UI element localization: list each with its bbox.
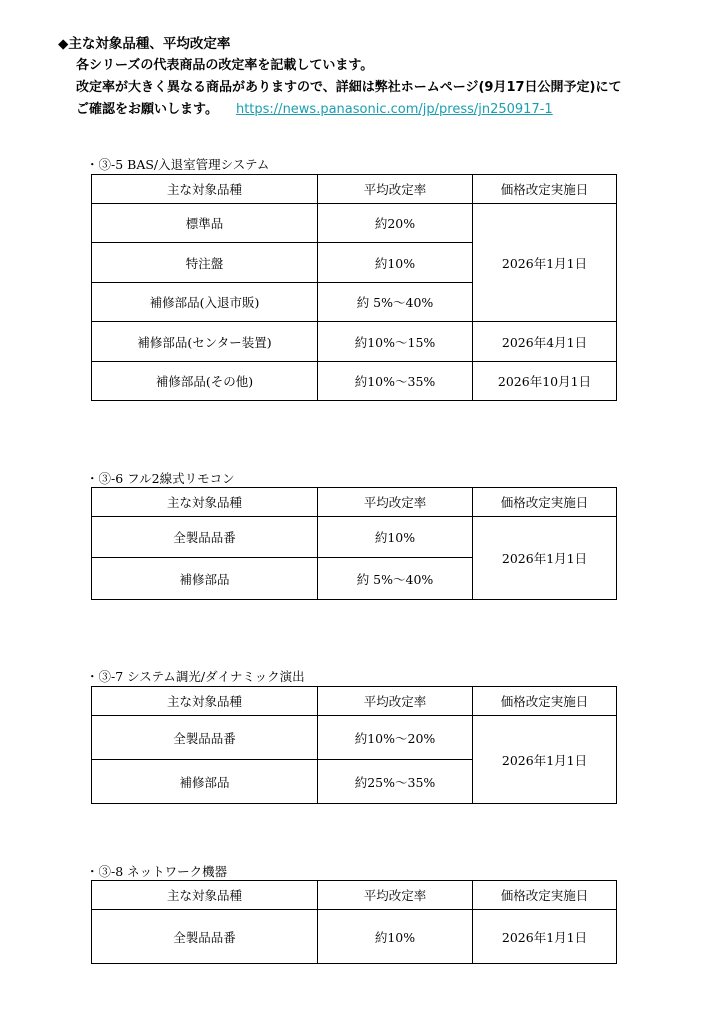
page-heading: ◆主な対象品種、平均改定率 — [58, 36, 231, 52]
header-rate: 平均改定率 — [318, 488, 473, 517]
table-dimming — [91, 686, 617, 804]
cell-rate: 約 5%～40% — [318, 558, 473, 600]
cell-product: 補修部品 — [92, 760, 318, 804]
cell-date: 2026年10月1日 — [473, 362, 617, 401]
header-product: 主な対象品種 — [92, 175, 318, 204]
cell-rate: 約25%～35% — [318, 760, 473, 804]
cell-rate: 約10%～15% — [318, 322, 473, 362]
cell-rate: 約 5%～40% — [318, 283, 473, 322]
cell-product: 全製品品番 — [92, 716, 318, 760]
cell-product: 補修部品(センター装置) — [92, 322, 318, 362]
table-header-row — [92, 687, 617, 716]
section-title-network: ・③-8 ネットワーク機器 — [86, 864, 228, 879]
table-bas — [91, 174, 617, 401]
cell-rate: 約10%～20% — [318, 716, 473, 760]
cell-product: 補修部品(その他) — [92, 362, 318, 401]
table-row — [92, 716, 617, 760]
cell-product: 特注盤 — [92, 243, 318, 283]
cell-product: 全製品品番 — [92, 910, 318, 964]
table-header-row — [92, 488, 617, 517]
cell-product: 補修部品 — [92, 558, 318, 600]
cell-product: 全製品品番 — [92, 517, 318, 558]
table-row — [92, 362, 617, 401]
table-row — [92, 517, 617, 558]
intro-line-1: 各シリーズの代表商品の改定率を記載しています。 — [76, 58, 374, 73]
section-title-bas: ・③-5 BAS/入退室管理システム — [86, 157, 270, 172]
table-header-row — [92, 175, 617, 204]
intro-line-3 — [76, 98, 553, 117]
table-network — [91, 880, 617, 964]
intro-line-3-text: ご確認をお願いします。 — [76, 102, 218, 117]
cell-date: 2026年4月1日 — [473, 322, 617, 362]
cell-product: 標準品 — [92, 204, 318, 243]
header-product: 主な対象品種 — [92, 488, 318, 517]
header-product: 主な対象品種 — [92, 687, 318, 716]
section-title-dimming: ・③-7 システム調光/ダイナミック演出 — [86, 669, 305, 684]
cell-date: 2026年1月1日 — [473, 910, 617, 964]
header-date: 価格改定実施日 — [473, 687, 617, 716]
cell-date: 2026年1月1日 — [473, 517, 617, 600]
cell-rate: 約20% — [318, 204, 473, 243]
intro-line-2: 改定率が大きく異なる商品がありますので、詳細は弊社ホームページ(9月17日公開予定)にて — [76, 80, 622, 95]
header-date: 価格改定実施日 — [473, 175, 617, 204]
header-rate: 平均改定率 — [318, 881, 473, 910]
cell-rate: 約10% — [318, 517, 473, 558]
header-date: 価格改定実施日 — [473, 881, 617, 910]
table-header-row — [92, 881, 617, 910]
table-remote — [91, 487, 617, 600]
cell-product: 補修部品(入退市販) — [92, 283, 318, 322]
table-row — [92, 204, 617, 243]
cell-rate: 約10% — [318, 910, 473, 964]
cell-date: 2026年1月1日 — [473, 204, 617, 322]
header-rate: 平均改定率 — [318, 175, 473, 204]
cell-rate: 約10% — [318, 243, 473, 283]
table-row — [92, 910, 617, 964]
header-date: 価格改定実施日 — [473, 488, 617, 517]
section-title-remote: ・③-6 フル2線式リモコン — [86, 471, 235, 486]
cell-rate: 約10%～35% — [318, 362, 473, 401]
press-release-link[interactable]: https://news.panasonic.com/jp/press/jn250917-1 — [235, 102, 553, 117]
cell-date: 2026年1月1日 — [473, 716, 617, 804]
header-product: 主な対象品種 — [92, 881, 318, 910]
table-row — [92, 322, 617, 362]
header-rate: 平均改定率 — [318, 687, 473, 716]
